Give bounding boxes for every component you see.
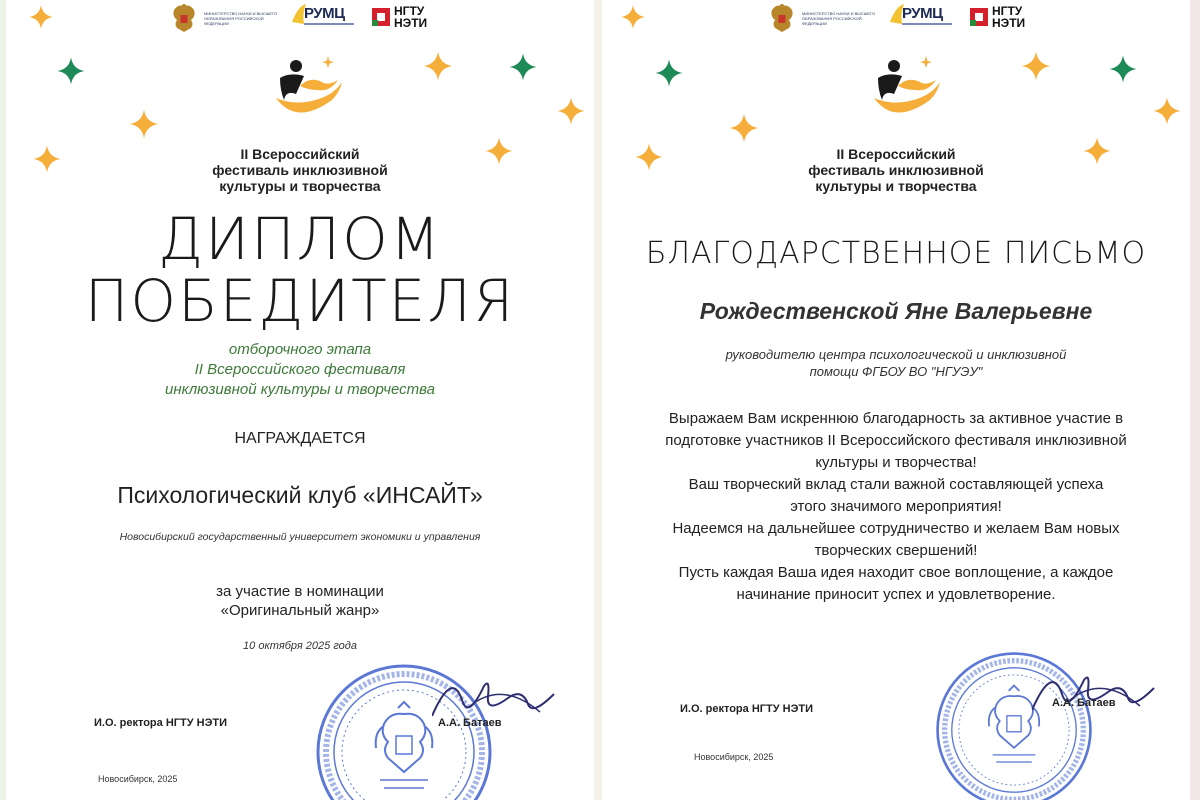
city-year: Новосибирск, 2025 bbox=[98, 774, 178, 784]
nstu-logo-icon bbox=[970, 8, 988, 26]
nomination bbox=[6, 582, 594, 620]
festival-title bbox=[6, 146, 594, 194]
four-point-star-icon bbox=[126, 106, 162, 142]
four-point-star-icon bbox=[1150, 94, 1184, 128]
nomination-line1: за участие в номинации bbox=[216, 583, 384, 600]
four-point-star-icon bbox=[618, 2, 648, 32]
nstu-line2: НЭТИ bbox=[394, 16, 428, 30]
ministry-label: МИНИСТЕРСТВО НАУКИ И ВЫСШЕГО ОБРАЗОВАНИЯ РОССИЙСКОЙ ФЕДЕРАЦИИ bbox=[802, 11, 876, 26]
nstu-label bbox=[992, 5, 1025, 29]
body-line: Выражаем Вам искреннюю благодарность за активное участие в bbox=[668, 410, 1124, 427]
rumc-logo bbox=[290, 2, 345, 31]
festival-title-line3: культуры и творчества bbox=[815, 178, 977, 194]
signer-title: И.О. ректора НГТУ НЭТИ bbox=[94, 717, 228, 729]
body-line: культуры и творчества! bbox=[815, 454, 977, 471]
four-point-star-icon bbox=[652, 56, 686, 90]
signer-title: И.О. ректора НГТУ НЭТИ bbox=[680, 703, 814, 715]
four-point-star-icon bbox=[554, 94, 588, 128]
nstu-logo-icon bbox=[372, 8, 390, 26]
four-point-star-icon bbox=[726, 110, 762, 146]
recipient-name: Психологический клуб «ИНСАЙТ» bbox=[117, 482, 483, 508]
rumc-label: РУМЦ bbox=[902, 5, 943, 22]
awarded-label: НАГРАЖДАЕТСЯ bbox=[234, 430, 366, 447]
nstu-label bbox=[394, 5, 427, 29]
four-point-star-icon bbox=[54, 54, 88, 88]
four-point-star-icon bbox=[1106, 52, 1140, 86]
letter-title: БЛАГОДАРСТВЕННОЕ ПИСЬМО bbox=[645, 236, 1147, 271]
diploma-title-line1: ДИПЛОМ bbox=[158, 205, 442, 273]
body-line: Ваш творческий вклад стали важной составляющей успеха bbox=[688, 476, 1104, 493]
diploma-title bbox=[6, 205, 594, 335]
position-line1: руководителю центра психологической и инклюзивной bbox=[725, 347, 1067, 362]
diploma-subtitle bbox=[6, 340, 594, 400]
subtitle-line2: II Всероссийского фестиваля bbox=[194, 361, 406, 378]
body-line: этого значимого мероприятия! bbox=[790, 498, 1002, 515]
diploma-page bbox=[6, 0, 594, 800]
festival-title bbox=[602, 146, 1190, 194]
rumc-subline bbox=[902, 21, 952, 26]
rumc-label: РУМЦ bbox=[304, 5, 345, 22]
position-line2: помощи ФГБОУ ВО "НГУЭУ" bbox=[809, 364, 983, 379]
festival-title-line1: II Всероссийский bbox=[240, 146, 360, 162]
diploma-title-line2: ПОБЕДИТЕЛЯ bbox=[84, 267, 516, 335]
nstu-line2: НЭТИ bbox=[992, 16, 1026, 30]
signer-name: А.А. Батаев bbox=[1052, 697, 1116, 709]
four-point-star-icon bbox=[420, 48, 456, 84]
subtitle-line1: отборочного этапа bbox=[228, 341, 372, 358]
four-point-star-icon bbox=[506, 50, 540, 84]
festival-title-line3: культуры и творчества bbox=[219, 178, 381, 194]
signature-icon bbox=[1032, 670, 1156, 720]
subtitle-line3: инклюзивной культуры и творчества bbox=[165, 381, 435, 398]
letter-recipient: Рождественской Яне Валерьевне bbox=[699, 298, 1093, 324]
thank-you-letter-page bbox=[602, 0, 1190, 800]
festival-title-line1: II Всероссийский bbox=[836, 146, 956, 162]
body-line: начинание приносит успех и удовлетворение. bbox=[736, 586, 1056, 603]
letter-body bbox=[602, 408, 1190, 606]
coat-of-arms-icon bbox=[766, 2, 798, 34]
body-line: Надеемся на дальнейшее сотрудничество и желаем Вам новых bbox=[672, 520, 1120, 537]
body-line: Пусть каждая Ваша идея находит свое воплощение, а каждое bbox=[678, 564, 1114, 581]
city-year: Новосибирск, 2025 bbox=[694, 752, 774, 762]
ministry-label: МИНИСТЕРСТВО НАУКИ И ВЫСШЕГО ОБРАЗОВАНИЯ РОССИЙСКОЙ ФЕДЕРАЦИИ bbox=[204, 11, 278, 26]
nstu-line1: НГТУ bbox=[992, 4, 1023, 18]
festival-logo-icon bbox=[266, 56, 344, 136]
signer-name: А.А. Батаев bbox=[438, 717, 502, 729]
festival-title-line2: фестиваль инклюзивной bbox=[212, 162, 388, 178]
coat-of-arms-icon bbox=[168, 2, 200, 34]
nstu-line1: НГТУ bbox=[394, 4, 425, 18]
diploma-date: 10 октября 2025 года bbox=[243, 640, 357, 652]
rumc-subline bbox=[304, 21, 354, 26]
rumc-logo bbox=[888, 2, 943, 31]
recipient-organization: Новосибирский государственный университет экономики и управления bbox=[119, 531, 481, 543]
body-line: творческих свершений! bbox=[814, 542, 978, 559]
four-point-star-icon bbox=[26, 2, 56, 32]
festival-logo-icon bbox=[864, 56, 942, 136]
four-point-star-icon bbox=[1018, 48, 1054, 84]
festival-title-line2: фестиваль инклюзивной bbox=[808, 162, 984, 178]
body-line: подготовке участников II Всероссийского фестиваля инклюзивной bbox=[665, 432, 1127, 449]
recipient-position bbox=[602, 346, 1190, 380]
nomination-line2: «Оригинальный жанр» bbox=[220, 602, 380, 619]
